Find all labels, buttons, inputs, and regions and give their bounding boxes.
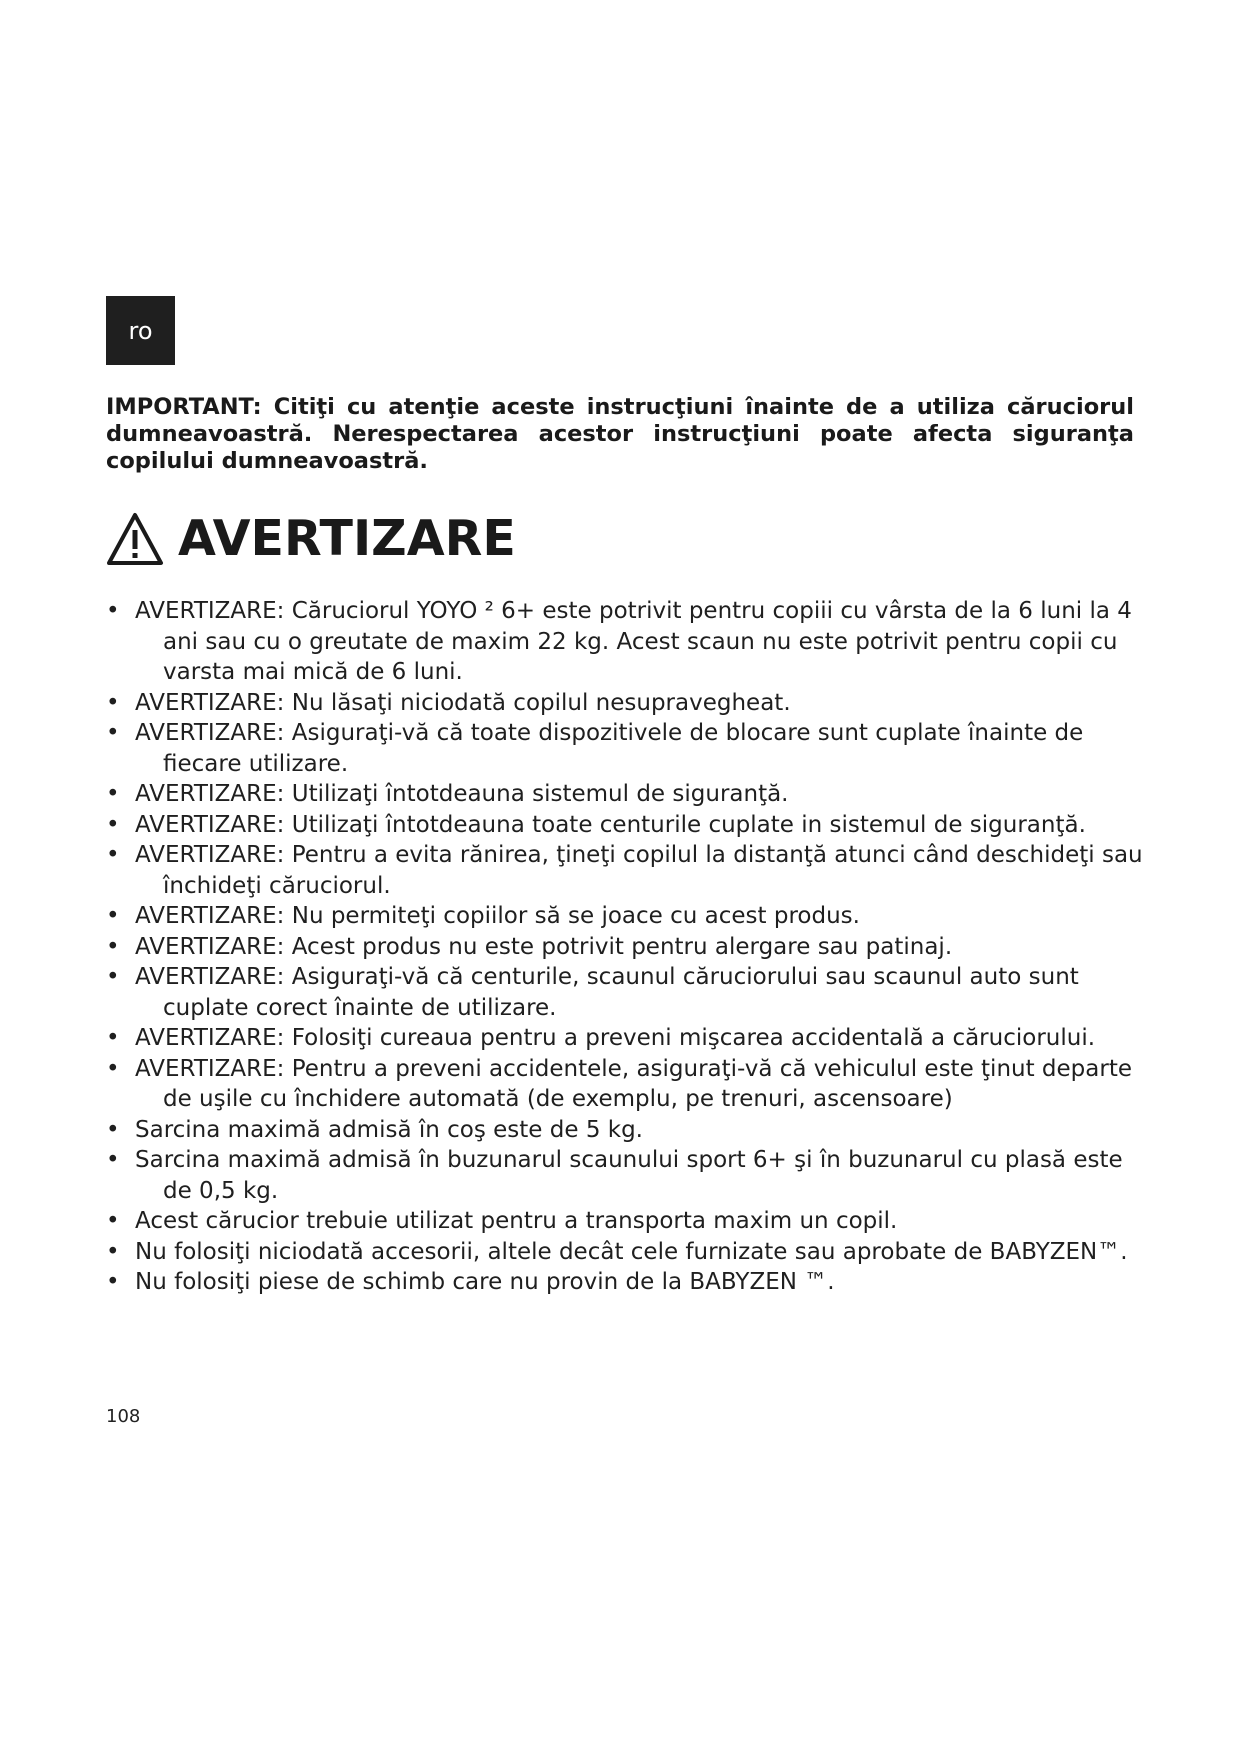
bullet: • <box>106 933 120 960</box>
bullet: • <box>106 720 120 746</box>
list-item: • Nu folosiţi niciodată accesorii, altele decât cele furnizate sau aprobate de BABYZEN™. <box>106 1237 1146 1268</box>
bullet: • <box>106 1208 120 1234</box>
intro-important-note: IMPORTANT: Citiţi cu atenţie aceste instrucţiuni înainte de a utiliza căruciorul dumneavoastră. Nerespectarea acestor instrucţiuni poate afecta siguranţa copilului dumneavoastră. <box>106 394 1134 474</box>
list-item: • AVERTIZARE: Nu permiteţi copiilor să se joace cu acest produs. <box>106 901 1146 932</box>
bullet: • <box>106 1055 120 1082</box>
list-item: • AVERTIZARE: Acest produs nu este potrivit pentru alergare sau patinaj. <box>106 932 1146 963</box>
list-item: • AVERTIZARE: Asiguraţi-vă că toate dispozitivele de blocare sunt cuplate înainte de fiecare utilizare. <box>106 720 1084 777</box>
warning-heading <box>106 510 516 567</box>
list-item: • AVERTIZARE: Pentru a evita rănirea, ţineţi copilul la distanţă atunci când deschideţi sau închideţi căruciorul. <box>106 842 1143 899</box>
bullet: • <box>106 964 120 990</box>
list-item: • AVERTIZARE: Asiguraţi-vă că centurile, scaunul căruciorului sau scaunul auto sunt cuplate corect înainte de utilizare. <box>106 964 1079 1021</box>
list-item: • Sarcina maximă admisă în coş este de 5 kg. <box>106 1115 1146 1146</box>
language-badge: ro <box>106 296 175 365</box>
list-item: • Nu folosiţi piese de schimb care nu provin de la BABYZEN ™. <box>106 1267 1146 1298</box>
bullet: • <box>106 689 120 716</box>
bullet: • <box>106 842 120 868</box>
list-item: • AVERTIZARE: Căruciorul YOYO ² 6+ este potrivit pentru copiii cu vârsta de la 6 luni la 4 ani sau cu o greutate de maxim 22 kg. Acest scaun nu este potrivit pentru copii cu varsta mai mică de 6 luni. <box>106 598 1132 685</box>
list-item: • Acest cărucior trebuie utilizat pentru a transporta maxim un copil. <box>106 1206 1146 1237</box>
bullet: • <box>106 1269 120 1295</box>
list-item: • AVERTIZARE: Utilizaţi întotdeauna toate centurile cuplate in sistemul de siguranţă. <box>106 810 1146 841</box>
bullet: • <box>106 781 120 807</box>
bullet: • <box>106 1147 120 1173</box>
list-item: • AVERTIZARE: Folosiţi cureaua pentru a preveni mişcarea accidentală a căruciorului. <box>106 1023 1146 1054</box>
warnings-list <box>106 596 1146 1298</box>
warning-triangle-icon <box>106 512 164 566</box>
list-item: • AVERTIZARE: Utilizaţi întotdeauna sistemul de siguranţă. <box>106 779 1146 810</box>
bullet: • <box>106 598 120 624</box>
warning-heading-text: AVERTIZARE <box>178 510 516 567</box>
list-item: • AVERTIZARE: Pentru a preveni accidentele, asiguraţi-vă că vehiculul este ţinut departe de uşile cu închidere automată (de exemplu, pe trenuri, ascensoare) <box>106 1055 1132 1112</box>
bullet: • <box>106 1116 120 1143</box>
page-number: 108 <box>106 1406 141 1427</box>
bullet: • <box>106 811 120 838</box>
bullet: • <box>106 903 120 929</box>
bullet: • <box>106 1025 120 1051</box>
list-item: • AVERTIZARE: Nu lăsaţi niciodată copilul nesupravegheat. <box>106 688 1146 719</box>
list-item: • Sarcina maximă admisă în buzunarul scaunului sport 6+ şi în buzunarul cu plasă este de 0,5 kg. <box>106 1147 1123 1204</box>
bullet: • <box>106 1238 120 1265</box>
